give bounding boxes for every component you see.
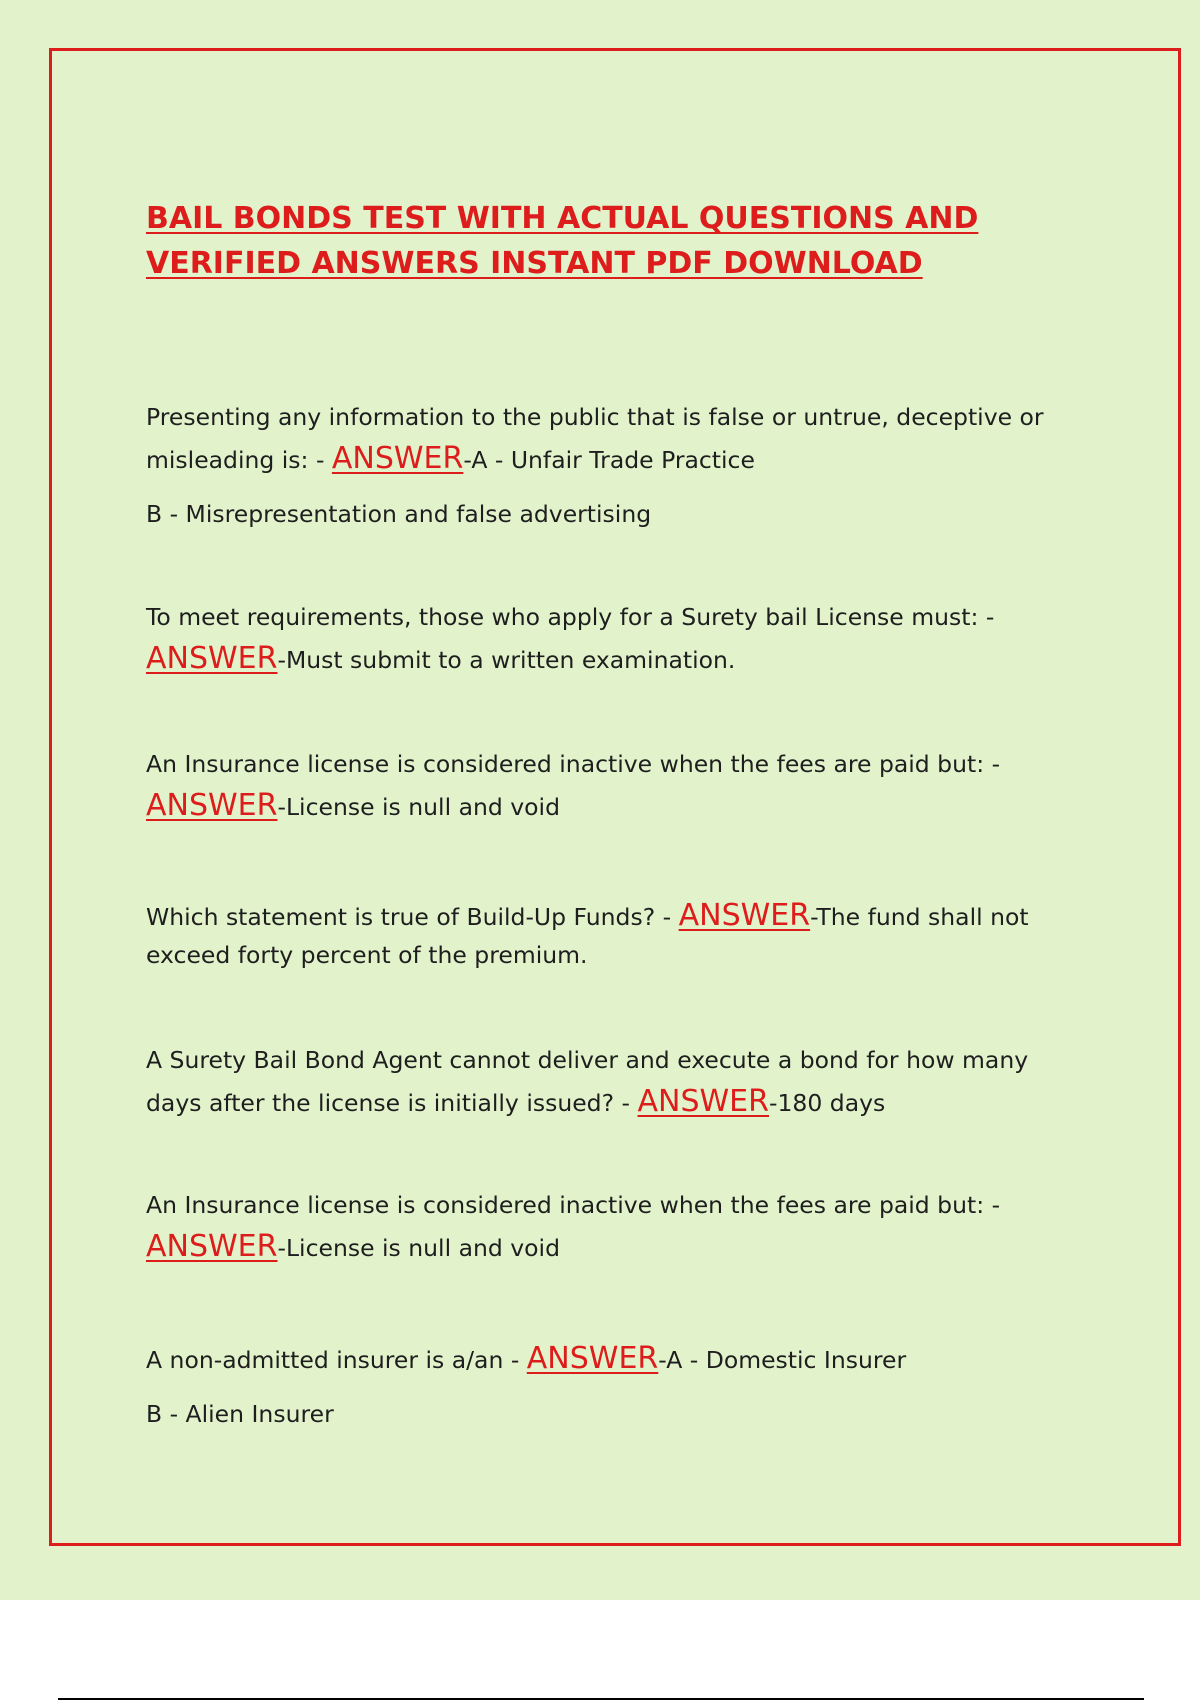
question-text: A Surety Bail Bond Agent cannot deliver and execute a bond for how many days after the license is initially issued? - xyxy=(146,1046,1029,1117)
qa-question xyxy=(146,1338,1046,1381)
answer-marker: ANSWER xyxy=(678,898,811,933)
qa-item-6 xyxy=(146,1184,1046,1269)
question-text: An Insurance license is considered inactive when the fees are paid but: - xyxy=(146,1191,1001,1219)
question-text: An Insurance license is considered inactive when the fees are paid but: - xyxy=(146,750,1001,778)
answer-marker: ANSWER xyxy=(637,1084,769,1119)
answer-marker: ANSWER xyxy=(146,1229,278,1264)
answer-text: -License is null and void xyxy=(277,1234,561,1262)
question-text: Presenting any information to the public that is false or untrue, deceptive or misleading is: - xyxy=(146,403,1044,474)
qa-item-4 xyxy=(146,897,1046,974)
answer-marker: ANSWER xyxy=(146,641,278,676)
answer-marker: ANSWER xyxy=(526,1341,659,1376)
qa-extra-line: B - Misrepresentation and false advertising xyxy=(146,500,652,528)
answer-text: -180 days xyxy=(768,1089,886,1117)
qa-item-7 xyxy=(146,1338,1046,1435)
answer-text: -License is null and void xyxy=(277,793,561,821)
question-text: Which statement is true of Build-Up Funds? - xyxy=(146,903,679,931)
qa-item-2 xyxy=(146,596,1046,681)
answer-text: -Must submit to a written examination. xyxy=(277,646,736,674)
answer-marker: ANSWER xyxy=(331,441,464,476)
qa-item-3 xyxy=(146,743,1046,828)
qa-question xyxy=(146,596,1046,681)
document-title: BAIL BONDS TEST WITH ACTUAL QUESTIONS AND VERIFIED ANSWERS INSTANT PDF DOWNLOAD xyxy=(146,201,979,281)
qa-item-1 xyxy=(146,396,1046,535)
qa-question xyxy=(146,897,1046,974)
qa-question xyxy=(146,396,1046,481)
answer-text: -A - Unfair Trade Practice xyxy=(463,446,755,474)
question-text: A non-admitted insurer is a/an - xyxy=(146,1346,527,1374)
qa-question xyxy=(146,1184,1046,1269)
qa-item-5 xyxy=(146,1039,1046,1124)
qa-extra-line: B - Alien Insurer xyxy=(146,1400,334,1428)
question-text: To meet requirements, those who apply for a Surety bail License must: - xyxy=(146,603,995,631)
answer-text: -The fund shall not exceed forty percent of the premium. xyxy=(146,903,1029,969)
answer-text: -A - Domestic Insurer xyxy=(658,1346,907,1374)
answer-marker: ANSWER xyxy=(146,788,278,823)
qa-question xyxy=(146,743,1046,828)
qa-question xyxy=(146,1039,1046,1124)
